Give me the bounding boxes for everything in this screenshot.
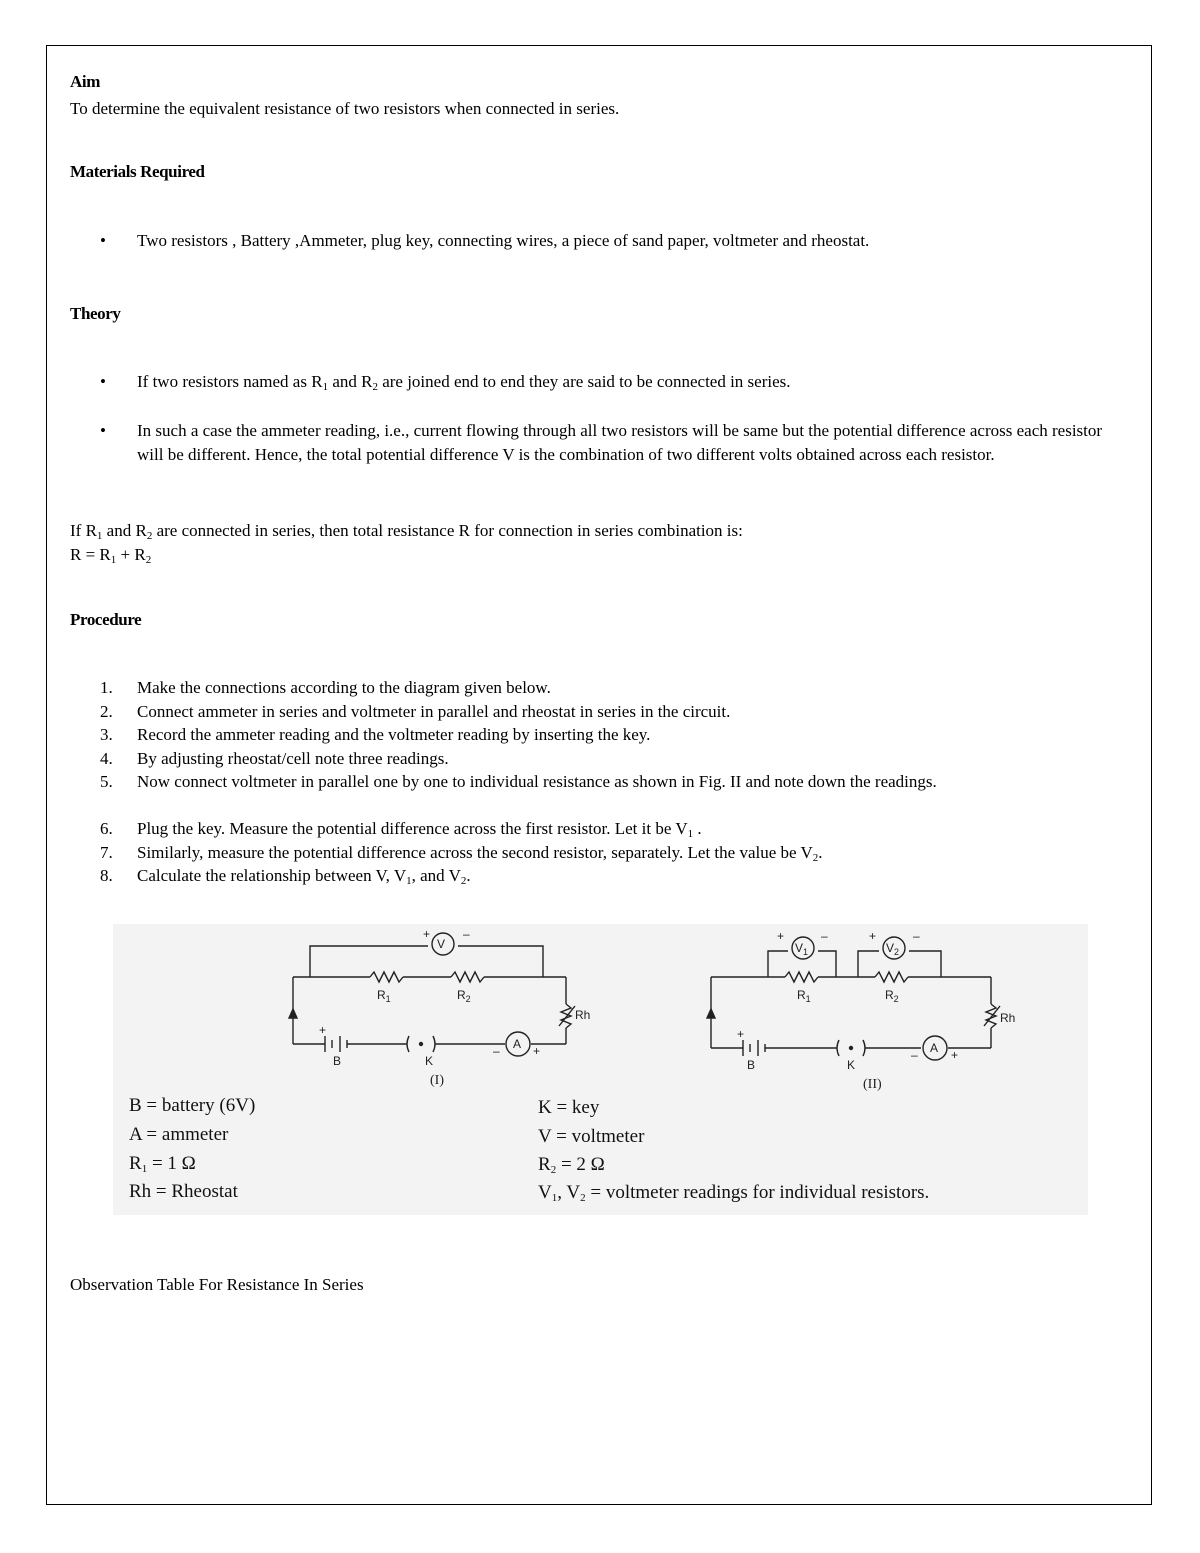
- svg-text:–: –: [463, 927, 470, 941]
- svg-text:+: +: [533, 1044, 541, 1058]
- circuit1-figure-label: (I): [430, 1073, 444, 1088]
- circuit2-figure-label: (II): [863, 1077, 882, 1092]
- svg-text:–: –: [911, 1048, 918, 1062]
- svg-text:+: +: [737, 1027, 745, 1041]
- aim-text: To determine the equivalent resistance of two resistors when connected in series.: [70, 99, 620, 118]
- circuit1-voltmeter-label: V: [437, 937, 446, 951]
- circuit2-ammeter-label: A: [930, 1041, 939, 1055]
- circuit1-rheostat-label: Rh: [575, 1008, 591, 1022]
- list-item: 6. Plug the key. Measure the potential difference across the first resistor. Let it be $V_1$ .: [100, 819, 702, 840]
- materials-item-text: Two resistors , Battery ,Ammeter, plug key, connecting wires, a piece of sand paper, voltmeter and rheostat.: [137, 231, 870, 250]
- legend-key: K = key: [538, 1097, 600, 1118]
- svg-text:–: –: [493, 1044, 500, 1058]
- svg-text:+: +: [423, 927, 431, 941]
- circuit2-key-label: K: [847, 1058, 856, 1072]
- svg-text:+: +: [319, 1023, 327, 1037]
- theory-bullet-1-text: If two resistors named as $R_1$ and $R_2$ are joined end to end they are said to be connected in series.: [137, 372, 791, 393]
- bullet-icon: •: [100, 421, 106, 440]
- circuit1-voltmeter-wire-left: [310, 946, 428, 977]
- circuit2-key-icon: [837, 1040, 839, 1056]
- list-item: 3. Record the ammeter reading and the voltmeter reading by inserting the key.: [100, 725, 651, 744]
- svg-text:+: +: [869, 929, 877, 943]
- circuit1-voltmeter-wire-right: [458, 946, 543, 977]
- list-item: 1. Make the connections according to the diagram given below.: [100, 678, 551, 697]
- svg-text:–: –: [913, 929, 920, 943]
- materials-heading: Materials Required: [70, 162, 205, 181]
- circuit2-voltmeter2-label: $V_2$: [886, 941, 900, 957]
- list-item: 8. Calculate the relationship between V, $V_1$, and $V_2$.: [100, 866, 471, 887]
- circuit1-r1-label: $R_1$: [377, 988, 391, 1004]
- circuit1-key-label: K: [425, 1054, 434, 1068]
- series-formula: $R = R_1 + R_2$: [70, 545, 152, 566]
- circuit2-resistor-r1-icon: [785, 972, 818, 982]
- legend-r1: $R_1 = 1$ Ω: [129, 1153, 196, 1175]
- legend-r2: $R_2 = 2$ Ω: [538, 1154, 605, 1176]
- circuit2-voltmeter1-label: $V_1$: [795, 941, 809, 957]
- svg-text:+: +: [951, 1048, 959, 1062]
- circuit2-rheostat-icon: [986, 1004, 996, 1028]
- theory-bullet-2-text: In such a case the ammeter reading, i.e., current flowing through all two resistors will be same but the potential difference across each resistor will be different. Hence, the total potential difference V is the combination of two different volts obtained across each resistor.: [137, 421, 1103, 464]
- circuit2-rheostat-label: Rh: [1000, 1011, 1016, 1025]
- circuit1-resistor-r1-icon: [370, 972, 403, 982]
- observation-title: Observation Table For Resistance In Series: [70, 1275, 364, 1294]
- circuit1-r2-label: $R_2$: [457, 988, 471, 1004]
- list-item: 2. Connect ammeter in series and voltmeter in parallel and rheostat in series in the circuit.: [100, 701, 731, 721]
- circuit1-rheostat-icon: [561, 1004, 571, 1028]
- circuit1-resistor-r2-icon: [451, 972, 484, 982]
- aim-heading: Aim: [70, 72, 100, 91]
- svg-text:–: –: [821, 929, 828, 943]
- list-item: 5. Now connect voltmeter in parallel one by one to individual resistance as shown in Fig. II and note down the readings.: [100, 772, 937, 791]
- legend-readings: $V_1$, $V_2$ = voltmeter readings for individual resistors.: [538, 1182, 930, 1204]
- legend-battery: B = battery (6V): [129, 1095, 256, 1116]
- circuit2-r1-label: $R_1$: [797, 988, 811, 1004]
- circuit2-resistor-r2-icon: [875, 972, 908, 982]
- legend-ammeter: A = ammeter: [129, 1124, 229, 1145]
- svg-text:+: +: [777, 929, 785, 943]
- circuit2-battery-label: B: [747, 1058, 756, 1072]
- procedure-list: [70, 676, 1140, 888]
- circuit1-key-icon: [407, 1036, 409, 1052]
- bullet-icon: •: [100, 372, 106, 391]
- circuit1-battery-label: B: [333, 1054, 342, 1068]
- legend-rheostat: Rh = Rheostat: [129, 1181, 238, 1202]
- list-item: 4. By adjusting rheostat/cell note three readings.: [100, 748, 449, 768]
- theory-heading: Theory: [70, 304, 121, 323]
- list-item: 7. Similarly, measure the potential difference across the second resistor, separately. Let the value be $V_2$.: [100, 842, 823, 864]
- circuit2-r2-label: $R_2$: [885, 988, 899, 1004]
- legend-voltmeter: V = voltmeter: [538, 1126, 645, 1147]
- circuit1-ammeter-label: A: [513, 1037, 522, 1051]
- bullet-icon: •: [100, 231, 106, 250]
- circuit-figure: [113, 924, 1088, 1215]
- procedure-heading: Procedure: [70, 610, 142, 629]
- series-statement: If $R_1$ and $R_2$ are connected in series, then total resistance R for connection in series combination is:: [70, 521, 743, 542]
